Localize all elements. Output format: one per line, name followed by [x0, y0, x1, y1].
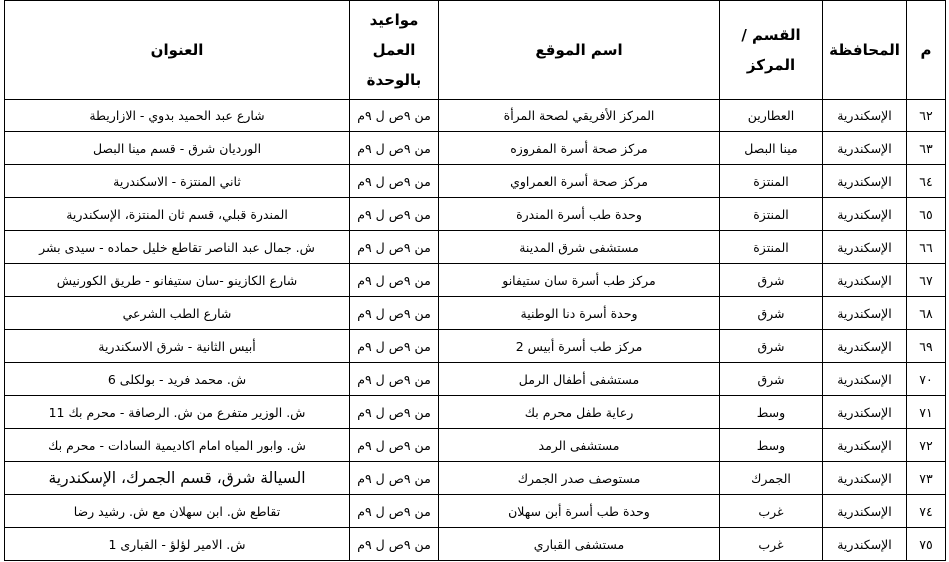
table-body — [5, 100, 946, 561]
table-row — [5, 132, 946, 165]
address-cell: ش. محمد فريد - بولكلى 6 — [5, 363, 350, 396]
table-row — [5, 100, 946, 132]
address-cell: شارع عبد الحميد بدوي - الازاريطة — [5, 100, 350, 132]
department-cell: شرق — [720, 264, 823, 297]
header-address: العنوان — [5, 1, 350, 100]
row-number: ٦٧ — [907, 264, 946, 297]
site-name-cell: مركز صحة أسرة المفروزه — [439, 132, 720, 165]
row-number: ٦٨ — [907, 297, 946, 330]
department-cell: وسط — [720, 396, 823, 429]
address-cell: ش. وابور المياه امام اكاديمية السادات - محرم بك — [5, 429, 350, 462]
address-cell: المندرة قبلي، قسم ثان المنتزة، الإسكندرية — [5, 198, 350, 231]
department-cell: المنتزة — [720, 231, 823, 264]
department-cell: العطارين — [720, 100, 823, 132]
table-row — [5, 198, 946, 231]
working-hours-cell: من ٩ص ل ٩م — [350, 330, 439, 363]
governorate-cell: الإسكندرية — [823, 528, 907, 561]
site-name-cell: مركز طب أسرة سان ستيفانو — [439, 264, 720, 297]
address-cell: ش. الامير لؤلؤ - القبارى 1 — [5, 528, 350, 561]
governorate-cell: الإسكندرية — [823, 100, 907, 132]
governorate-cell: الإسكندرية — [823, 132, 907, 165]
site-name-cell: مستشفى الرمد — [439, 429, 720, 462]
department-cell: شرق — [720, 330, 823, 363]
working-hours-cell: من ٩ص ل ٩م — [350, 429, 439, 462]
site-name-cell: مستشفى شرق المدينة — [439, 231, 720, 264]
address-cell: ش. جمال عبد الناصر تقاطع خليل حماده - سيدى بشر — [5, 231, 350, 264]
address-cell: ش. الوزير متفرع من ش. الرصافة - محرم بك 11 — [5, 396, 350, 429]
site-name-cell: وحدة طب أسرة المندرة — [439, 198, 720, 231]
table-row — [5, 165, 946, 198]
site-name-cell: المركز الأفريقي لصحة المرأة — [439, 100, 720, 132]
row-number: ٦٥ — [907, 198, 946, 231]
row-number: ٧٢ — [907, 429, 946, 462]
working-hours-cell: من ٩ص ل ٩م — [350, 528, 439, 561]
row-number: ٦٤ — [907, 165, 946, 198]
site-name-cell: مستشفى القباري — [439, 528, 720, 561]
working-hours-cell: من ٩ص ل ٩م — [350, 165, 439, 198]
working-hours-cell: من ٩ص ل ٩م — [350, 132, 439, 165]
row-number: ٧٤ — [907, 495, 946, 528]
governorate-cell: الإسكندرية — [823, 462, 907, 495]
address-cell: تقاطع ش. ابن سهلان مع ش. رشيد رضا — [5, 495, 350, 528]
governorate-cell: الإسكندرية — [823, 264, 907, 297]
site-name-cell: مركز صحة أسرة العمراوي — [439, 165, 720, 198]
site-name-cell: وحدة طب أسرة أبن سهلان — [439, 495, 720, 528]
header-site-name: اسم الموقع — [439, 1, 720, 100]
table-row — [5, 330, 946, 363]
department-cell: المنتزة — [720, 165, 823, 198]
row-number: ٧٥ — [907, 528, 946, 561]
department-cell: الجمرك — [720, 462, 823, 495]
table-row — [5, 264, 946, 297]
site-name-cell: مستشفى أطفال الرمل — [439, 363, 720, 396]
row-number: ٦٣ — [907, 132, 946, 165]
governorate-cell: الإسكندرية — [823, 165, 907, 198]
department-cell: المنتزة — [720, 198, 823, 231]
site-name-cell: رعاية طفل محرم بك — [439, 396, 720, 429]
row-number: ٧١ — [907, 396, 946, 429]
site-name-cell: مركز طب أسرة أبيس 2 — [439, 330, 720, 363]
table-header — [5, 1, 946, 100]
working-hours-cell: من ٩ص ل ٩م — [350, 396, 439, 429]
row-number: ٧٣ — [907, 462, 946, 495]
table-row — [5, 495, 946, 528]
working-hours-cell: من ٩ص ل ٩م — [350, 231, 439, 264]
health-units-table — [4, 0, 946, 561]
department-cell: شرق — [720, 297, 823, 330]
working-hours-cell: من ٩ص ل ٩م — [350, 363, 439, 396]
working-hours-cell: من ٩ص ل ٩م — [350, 198, 439, 231]
table-row — [5, 396, 946, 429]
working-hours-cell: من ٩ص ل ٩م — [350, 100, 439, 132]
governorate-cell: الإسكندرية — [823, 198, 907, 231]
table-row — [5, 297, 946, 330]
row-number: ٦٩ — [907, 330, 946, 363]
governorate-cell: الإسكندرية — [823, 297, 907, 330]
department-cell: غرب — [720, 528, 823, 561]
site-name-cell: مستوصف صدر الجمرك — [439, 462, 720, 495]
governorate-cell: الإسكندرية — [823, 495, 907, 528]
governorate-cell: الإسكندرية — [823, 396, 907, 429]
row-number: ٦٢ — [907, 100, 946, 132]
working-hours-cell: من ٩ص ل ٩م — [350, 264, 439, 297]
document-page — [4, 0, 945, 561]
table-row — [5, 528, 946, 561]
governorate-cell: الإسكندرية — [823, 231, 907, 264]
table-row — [5, 231, 946, 264]
department-cell: مينا البصل — [720, 132, 823, 165]
table-row — [5, 462, 946, 495]
header-department: القسم / المركز — [720, 1, 823, 100]
department-cell: وسط — [720, 429, 823, 462]
department-cell: غرب — [720, 495, 823, 528]
governorate-cell: الإسكندرية — [823, 363, 907, 396]
header-row — [5, 1, 946, 100]
working-hours-cell: من ٩ص ل ٩م — [350, 462, 439, 495]
address-cell: الورديان شرق - قسم مينا البصل — [5, 132, 350, 165]
site-name-cell: وحدة أسرة دنا الوطنية — [439, 297, 720, 330]
header-governorate: المحافظة — [823, 1, 907, 100]
table-row — [5, 363, 946, 396]
address-cell: ثاني المنتزة - الاسكندرية — [5, 165, 350, 198]
governorate-cell: الإسكندرية — [823, 429, 907, 462]
working-hours-cell: من ٩ص ل ٩م — [350, 297, 439, 330]
header-num: م — [907, 1, 946, 100]
row-number: ٦٦ — [907, 231, 946, 264]
header-hours: مواعيد العمل بالوحدة — [350, 1, 439, 100]
address-cell: شارع الطب الشرعي — [5, 297, 350, 330]
table-row — [5, 429, 946, 462]
address-cell: السيالة شرق، قسم الجمرك، الإسكندرية — [5, 462, 350, 495]
row-number: ٧٠ — [907, 363, 946, 396]
department-cell: شرق — [720, 363, 823, 396]
working-hours-cell: من ٩ص ل ٩م — [350, 495, 439, 528]
governorate-cell: الإسكندرية — [823, 330, 907, 363]
address-cell: شارع الكازينو -سان ستيفانو - طريق الكورنيش — [5, 264, 350, 297]
address-cell: أبيس الثانية - شرق الاسكندرية — [5, 330, 350, 363]
